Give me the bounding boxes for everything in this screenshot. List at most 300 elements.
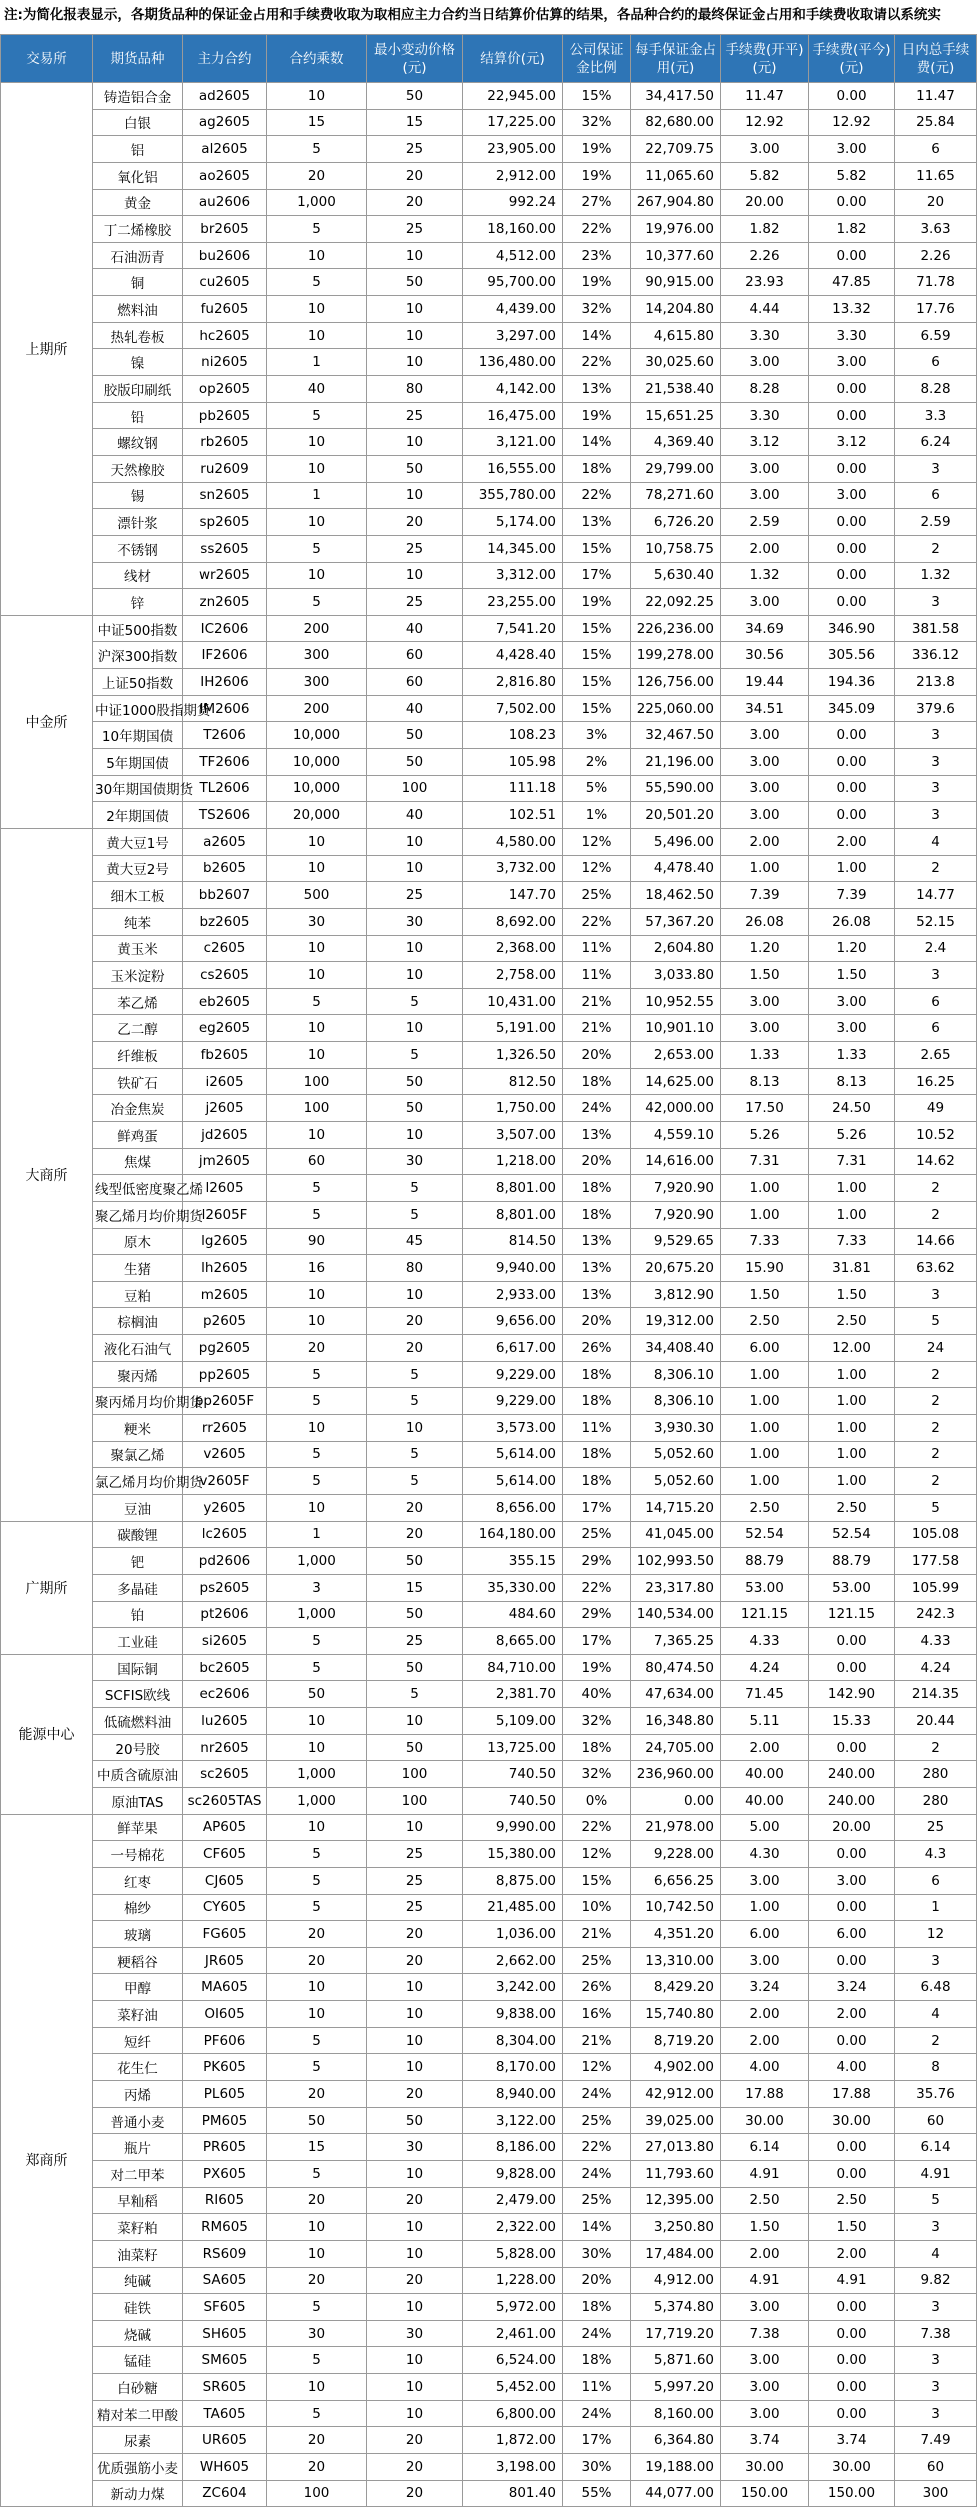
fee-close-today-cell: 88.79 [809,1548,895,1575]
product-cell: 燃料油 [93,296,183,323]
settle-price-cell: 355.15 [463,1548,563,1575]
table-row [1,136,977,163]
contract-cell: SA605 [183,2267,267,2294]
contract-cell: i2605 [183,1068,267,1095]
margin-ratio-cell: 16% [563,2001,631,2028]
fee-open-close-cell: 4.91 [721,2160,809,2187]
margin-ratio-cell: 12% [563,1841,631,1868]
product-cell: 低硫燃料油 [93,1708,183,1735]
table-row [1,1574,977,1601]
fee-intraday-total-cell: 3 [895,589,977,616]
contract-cell: l2605F [183,1201,267,1228]
table-row [1,615,977,642]
fee-intraday-total-cell: 14.77 [895,882,977,909]
settle-price-cell: 4,512.00 [463,242,563,269]
fee-intraday-total-cell: 2.26 [895,242,977,269]
margin-ratio-cell: 12% [563,828,631,855]
tick-size-cell: 20 [367,1947,463,1974]
margin-per-lot-cell: 19,312.00 [631,1308,721,1335]
contract-cell: jm2605 [183,1148,267,1175]
margin-per-lot-cell: 44,077.00 [631,2480,721,2507]
tick-size-cell: 10 [367,2294,463,2321]
multiplier-cell: 5 [267,535,367,562]
settle-price-cell: 1,036.00 [463,1921,563,1948]
margin-ratio-cell: 1% [563,802,631,829]
table-row [1,1521,977,1548]
table-row [1,802,977,829]
table-row [1,1042,977,1069]
multiplier-cell: 5 [267,1201,367,1228]
multiplier-cell: 5 [267,1628,367,1655]
table-row [1,2320,977,2347]
tick-size-cell: 5 [367,1441,463,1468]
contract-cell: a2605 [183,828,267,855]
table-row [1,296,977,323]
fee-intraday-total-cell: 3.63 [895,216,977,243]
fee-open-close-cell: 3.00 [721,749,809,776]
fee-close-today-cell: 1.00 [809,1175,895,1202]
product-cell: 细木工板 [93,882,183,909]
contract-cell: j2605 [183,1095,267,1122]
margin-per-lot-cell: 199,278.00 [631,642,721,669]
margin-ratio-cell: 14% [563,429,631,456]
fee-open-close-cell: 30.56 [721,642,809,669]
fee-close-today-cell: 31.81 [809,1255,895,1282]
fee-intraday-total-cell: 14.62 [895,1148,977,1175]
fee-intraday-total-cell: 60 [895,2454,977,2481]
fee-open-close-cell: 1.33 [721,1042,809,1069]
multiplier-cell: 200 [267,695,367,722]
fee-open-close-cell: 150.00 [721,2480,809,2507]
contract-cell: v2605 [183,1441,267,1468]
contract-cell: ZC604 [183,2480,267,2507]
margin-ratio-cell: 11% [563,962,631,989]
fee-close-today-cell: 0.00 [809,242,895,269]
fee-open-close-cell: 1.00 [721,1361,809,1388]
contract-cell: RM605 [183,2214,267,2241]
fee-intraday-total-cell: 12 [895,1921,977,1948]
product-cell: 中质含硫原油 [93,1761,183,1788]
tick-size-cell: 10 [367,1708,463,1735]
settle-price-cell: 105.98 [463,749,563,776]
contract-cell: PR605 [183,2134,267,2161]
fee-close-today-cell: 0.00 [809,189,895,216]
table-row [1,749,977,776]
header-fee-intraday-total: 日内总手续费(元) [895,35,977,83]
multiplier-cell: 5 [267,2054,367,2081]
tick-size-cell: 5 [367,1388,463,1415]
tick-size-cell: 25 [367,1867,463,1894]
table-row [1,2267,977,2294]
product-cell: 粳稻谷 [93,1947,183,1974]
fee-open-close-cell: 1.00 [721,1388,809,1415]
fee-intraday-total-cell: 2 [895,1361,977,1388]
margin-per-lot-cell: 34,408.40 [631,1335,721,1362]
fee-open-close-cell: 4.91 [721,2267,809,2294]
fee-open-close-cell: 5.00 [721,1814,809,1841]
margin-ratio-cell: 18% [563,1175,631,1202]
contract-cell: y2605 [183,1494,267,1521]
settle-price-cell: 2,479.00 [463,2187,563,2214]
fee-intraday-total-cell: 17.76 [895,296,977,323]
margin-ratio-cell: 19% [563,1654,631,1681]
table-row [1,1415,977,1442]
margin-ratio-cell: 18% [563,1468,631,1495]
margin-per-lot-cell: 12,395.00 [631,2187,721,2214]
tick-size-cell: 20 [367,1494,463,1521]
margin-ratio-cell: 19% [563,402,631,429]
tick-size-cell: 20 [367,189,463,216]
tick-size-cell: 50 [367,1548,463,1575]
multiplier-cell: 5 [267,1361,367,1388]
table-row [1,1681,977,1708]
contract-cell: FG605 [183,1921,267,1948]
tick-size-cell: 30 [367,908,463,935]
tick-size-cell: 10 [367,322,463,349]
fee-close-today-cell: 20.00 [809,1814,895,1841]
multiplier-cell: 5 [267,1867,367,1894]
table-row [1,1335,977,1362]
fee-intraday-total-cell: 4 [895,2240,977,2267]
margin-per-lot-cell: 140,534.00 [631,1601,721,1628]
settle-price-cell: 8,801.00 [463,1175,563,1202]
multiplier-cell: 10 [267,429,367,456]
margin-per-lot-cell: 7,920.90 [631,1175,721,1202]
fee-close-today-cell: 0.00 [809,2320,895,2347]
margin-ratio-cell: 13% [563,1281,631,1308]
margin-per-lot-cell: 3,930.30 [631,1415,721,1442]
margin-ratio-cell: 12% [563,855,631,882]
settle-price-cell: 5,109.00 [463,1708,563,1735]
margin-ratio-cell: 18% [563,1361,631,1388]
settle-price-cell: 84,710.00 [463,1654,563,1681]
fee-intraday-total-cell: 7.38 [895,2320,977,2347]
fee-open-close-cell: 40.00 [721,1788,809,1815]
tick-size-cell: 25 [367,136,463,163]
contract-cell: fu2605 [183,296,267,323]
margin-per-lot-cell: 5,871.60 [631,2347,721,2374]
margin-ratio-cell: 26% [563,1335,631,1362]
product-cell: 中证1000股指期货 [93,695,183,722]
tick-size-cell: 10 [367,1814,463,1841]
settle-price-cell: 8,170.00 [463,2054,563,2081]
table-row [1,1601,977,1628]
fee-open-close-cell: 1.50 [721,2214,809,2241]
margin-per-lot-cell: 8,306.10 [631,1388,721,1415]
table-row [1,2081,977,2108]
margin-ratio-cell: 22% [563,216,631,243]
multiplier-cell: 5 [267,1441,367,1468]
fee-close-today-cell: 3.00 [809,1867,895,1894]
fee-open-close-cell: 1.20 [721,935,809,962]
fee-close-today-cell: 142.90 [809,1681,895,1708]
fee-open-close-cell: 7.39 [721,882,809,909]
product-cell: 菜籽油 [93,2001,183,2028]
settle-price-cell: 2,758.00 [463,962,563,989]
settle-price-cell: 136,480.00 [463,349,563,376]
margin-per-lot-cell: 14,204.80 [631,296,721,323]
multiplier-cell: 40 [267,376,367,403]
product-cell: 原油TAS [93,1788,183,1815]
contract-cell: pd2606 [183,1548,267,1575]
multiplier-cell: 100 [267,1068,367,1095]
product-cell: 漂针浆 [93,509,183,536]
tick-size-cell: 10 [367,2240,463,2267]
contract-cell: br2605 [183,216,267,243]
table-row [1,1361,977,1388]
settle-price-cell: 3,507.00 [463,1121,563,1148]
fee-intraday-total-cell: 6.14 [895,2134,977,2161]
margin-ratio-cell: 25% [563,2187,631,2214]
multiplier-cell: 30 [267,2320,367,2347]
table-row [1,1788,977,1815]
settle-price-cell: 740.50 [463,1761,563,1788]
margin-per-lot-cell: 17,719.20 [631,2320,721,2347]
margin-per-lot-cell: 3,812.90 [631,1281,721,1308]
multiplier-cell: 5 [267,2400,367,2427]
margin-per-lot-cell: 5,997.20 [631,2374,721,2401]
fee-intraday-total-cell: 2.65 [895,1042,977,1069]
contract-cell: si2605 [183,1628,267,1655]
fee-open-close-cell: 2.00 [721,535,809,562]
settle-price-cell: 3,312.00 [463,562,563,589]
margin-per-lot-cell: 78,271.60 [631,482,721,509]
fee-close-today-cell: 1.82 [809,216,895,243]
multiplier-cell: 3 [267,1574,367,1601]
settle-price-cell: 18,160.00 [463,216,563,243]
margin-per-lot-cell: 55,590.00 [631,775,721,802]
table-row [1,669,977,696]
table-row [1,1095,977,1122]
settle-price-cell: 164,180.00 [463,1521,563,1548]
product-cell: 一号棉花 [93,1841,183,1868]
contract-cell: PL605 [183,2081,267,2108]
tick-size-cell: 15 [367,1574,463,1601]
margin-per-lot-cell: 10,901.10 [631,1015,721,1042]
product-cell: 白银 [93,109,183,136]
table-row [1,2427,977,2454]
margin-ratio-cell: 18% [563,1441,631,1468]
margin-ratio-cell: 24% [563,1095,631,1122]
contract-cell: pp2605F [183,1388,267,1415]
fee-close-today-cell: 0.00 [809,83,895,110]
margin-per-lot-cell: 102,993.50 [631,1548,721,1575]
product-cell: 烧碱 [93,2320,183,2347]
fee-open-close-cell: 53.00 [721,1574,809,1601]
margin-ratio-cell: 19% [563,162,631,189]
margin-per-lot-cell: 82,680.00 [631,109,721,136]
multiplier-cell: 20,000 [267,802,367,829]
product-cell: SCFIS欧线 [93,1681,183,1708]
fee-close-today-cell: 13.32 [809,296,895,323]
tick-size-cell: 30 [367,2134,463,2161]
fee-open-close-cell: 2.00 [721,2027,809,2054]
margin-per-lot-cell: 20,675.20 [631,1255,721,1282]
tick-size-cell: 20 [367,1921,463,1948]
product-cell: 聚丙烯 [93,1361,183,1388]
margin-per-lot-cell: 8,429.20 [631,1974,721,2001]
product-cell: 线型低密度聚乙烯 [93,1175,183,1202]
fee-close-today-cell: 5.26 [809,1121,895,1148]
fee-close-today-cell: 1.50 [809,962,895,989]
table-row [1,935,977,962]
contract-cell: fb2605 [183,1042,267,1069]
product-cell: 丁二烯橡胶 [93,216,183,243]
settle-price-cell: 3,573.00 [463,1415,563,1442]
fee-intraday-total-cell: 3 [895,2400,977,2427]
margin-per-lot-cell: 14,625.00 [631,1068,721,1095]
settle-price-cell: 2,662.00 [463,1947,563,1974]
margin-ratio-cell: 12% [563,2054,631,2081]
fee-close-today-cell: 3.24 [809,1974,895,2001]
margin-ratio-cell: 30% [563,2454,631,2481]
settle-price-cell: 8,801.00 [463,1201,563,1228]
fee-intraday-total-cell: 2 [895,1201,977,1228]
fee-intraday-total-cell: 6.59 [895,322,977,349]
multiplier-cell: 10 [267,855,367,882]
margin-per-lot-cell: 10,952.55 [631,988,721,1015]
margin-per-lot-cell: 15,651.25 [631,402,721,429]
product-cell: 棉纱 [93,1894,183,1921]
fee-open-close-cell: 26.08 [721,908,809,935]
fee-open-close-cell: 30.00 [721,2454,809,2481]
product-cell: 沪深300指数 [93,642,183,669]
multiplier-cell: 1,000 [267,1601,367,1628]
table-row [1,402,977,429]
contract-cell: al2605 [183,136,267,163]
contract-cell: eg2605 [183,1015,267,1042]
margin-per-lot-cell: 3,250.80 [631,2214,721,2241]
contract-cell: sp2605 [183,509,267,536]
multiplier-cell: 1,000 [267,1761,367,1788]
contract-cell: CY605 [183,1894,267,1921]
tick-size-cell: 20 [367,509,463,536]
fee-intraday-total-cell: 2 [895,1388,977,1415]
table-row [1,988,977,1015]
tick-size-cell: 60 [367,642,463,669]
table-row [1,269,977,296]
multiplier-cell: 20 [267,1921,367,1948]
settle-price-cell: 13,725.00 [463,1734,563,1761]
fee-close-today-cell: 0.00 [809,1654,895,1681]
fee-intraday-total-cell: 2 [895,535,977,562]
fee-open-close-cell: 7.31 [721,1148,809,1175]
table-row [1,1494,977,1521]
product-cell: 聚乙烯月均价期货 [93,1201,183,1228]
settle-price-cell: 4,580.00 [463,828,563,855]
tick-size-cell: 100 [367,1788,463,1815]
fee-close-today-cell: 30.00 [809,2107,895,2134]
product-cell: 甲醇 [93,1974,183,2001]
fee-close-today-cell: 1.50 [809,1281,895,1308]
margin-ratio-cell: 0% [563,1788,631,1815]
fee-close-today-cell: 240.00 [809,1788,895,1815]
margin-ratio-cell: 24% [563,2320,631,2347]
contract-cell: pt2606 [183,1601,267,1628]
fee-close-today-cell: 0.00 [809,2160,895,2187]
product-cell: 氯乙烯月均价期货 [93,1468,183,1495]
fee-close-today-cell: 7.39 [809,882,895,909]
fee-intraday-total-cell: 379.6 [895,695,977,722]
tick-size-cell: 10 [367,562,463,589]
margin-ratio-cell: 27% [563,189,631,216]
tick-size-cell: 50 [367,1734,463,1761]
margin-ratio-cell: 25% [563,882,631,909]
fee-open-close-cell: 34.69 [721,615,809,642]
margin-per-lot-cell: 16,348.80 [631,1708,721,1735]
table-row [1,455,977,482]
tick-size-cell: 45 [367,1228,463,1255]
margin-ratio-cell: 15% [563,615,631,642]
fee-close-today-cell: 3.00 [809,482,895,509]
fee-intraday-total-cell: 11.47 [895,83,977,110]
fee-close-today-cell: 240.00 [809,1761,895,1788]
multiplier-cell: 16 [267,1255,367,1282]
multiplier-cell: 5 [267,2294,367,2321]
margin-per-lot-cell: 21,196.00 [631,749,721,776]
settle-price-cell: 2,381.70 [463,1681,563,1708]
fee-open-close-cell: 3.00 [721,2347,809,2374]
tick-size-cell: 30 [367,2320,463,2347]
fee-intraday-total-cell: 7.49 [895,2427,977,2454]
table-row [1,2054,977,2081]
product-cell: 短纤 [93,2027,183,2054]
header-row [1,35,977,83]
fee-intraday-total-cell: 4.3 [895,1841,977,1868]
product-cell: 线材 [93,562,183,589]
contract-cell: UR605 [183,2427,267,2454]
margin-per-lot-cell: 10,758.75 [631,535,721,562]
fee-intraday-total-cell: 336.12 [895,642,977,669]
fee-open-close-cell: 5.26 [721,1121,809,1148]
settle-price-cell: 814.50 [463,1228,563,1255]
multiplier-cell: 30 [267,908,367,935]
header-multiplier: 合约乘数 [267,35,367,83]
margin-ratio-cell: 25% [563,1521,631,1548]
table-row [1,429,977,456]
fee-close-today-cell: 1.00 [809,1441,895,1468]
multiplier-cell: 50 [267,2107,367,2134]
contract-cell: ss2605 [183,535,267,562]
product-cell: 黄大豆2号 [93,855,183,882]
margin-per-lot-cell: 20,501.20 [631,802,721,829]
fee-open-close-cell: 1.82 [721,216,809,243]
fee-close-today-cell: 0.00 [809,2400,895,2427]
tick-size-cell: 50 [367,722,463,749]
margin-per-lot-cell: 4,615.80 [631,322,721,349]
product-cell: 瓶片 [93,2134,183,2161]
fee-intraday-total-cell: 5 [895,2187,977,2214]
fee-intraday-total-cell: 213.8 [895,669,977,696]
margin-ratio-cell: 20% [563,1148,631,1175]
contract-cell: sc2605 [183,1761,267,1788]
product-cell: 黄金 [93,189,183,216]
margin-per-lot-cell: 47,634.00 [631,1681,721,1708]
fee-close-today-cell: 0.00 [809,509,895,536]
fee-open-close-cell: 8.13 [721,1068,809,1095]
tick-size-cell: 10 [367,2054,463,2081]
multiplier-cell: 50 [267,1681,367,1708]
settle-price-cell: 1,326.50 [463,1042,563,1069]
margin-per-lot-cell: 21,978.00 [631,1814,721,1841]
tick-size-cell: 25 [367,402,463,429]
contract-cell: bb2607 [183,882,267,909]
contract-cell: wr2605 [183,562,267,589]
tick-size-cell: 5 [367,1681,463,1708]
report-note: 注:为简化报表显示，各期货品种的保证金占用和手续费收取为取相应主力合约当日结算价估算的结果，各品种合约的最终保证金占用和手续费收取请以系统实 [4,7,941,23]
margin-per-lot-cell: 32,467.50 [631,722,721,749]
contract-cell: pp2605 [183,1361,267,1388]
